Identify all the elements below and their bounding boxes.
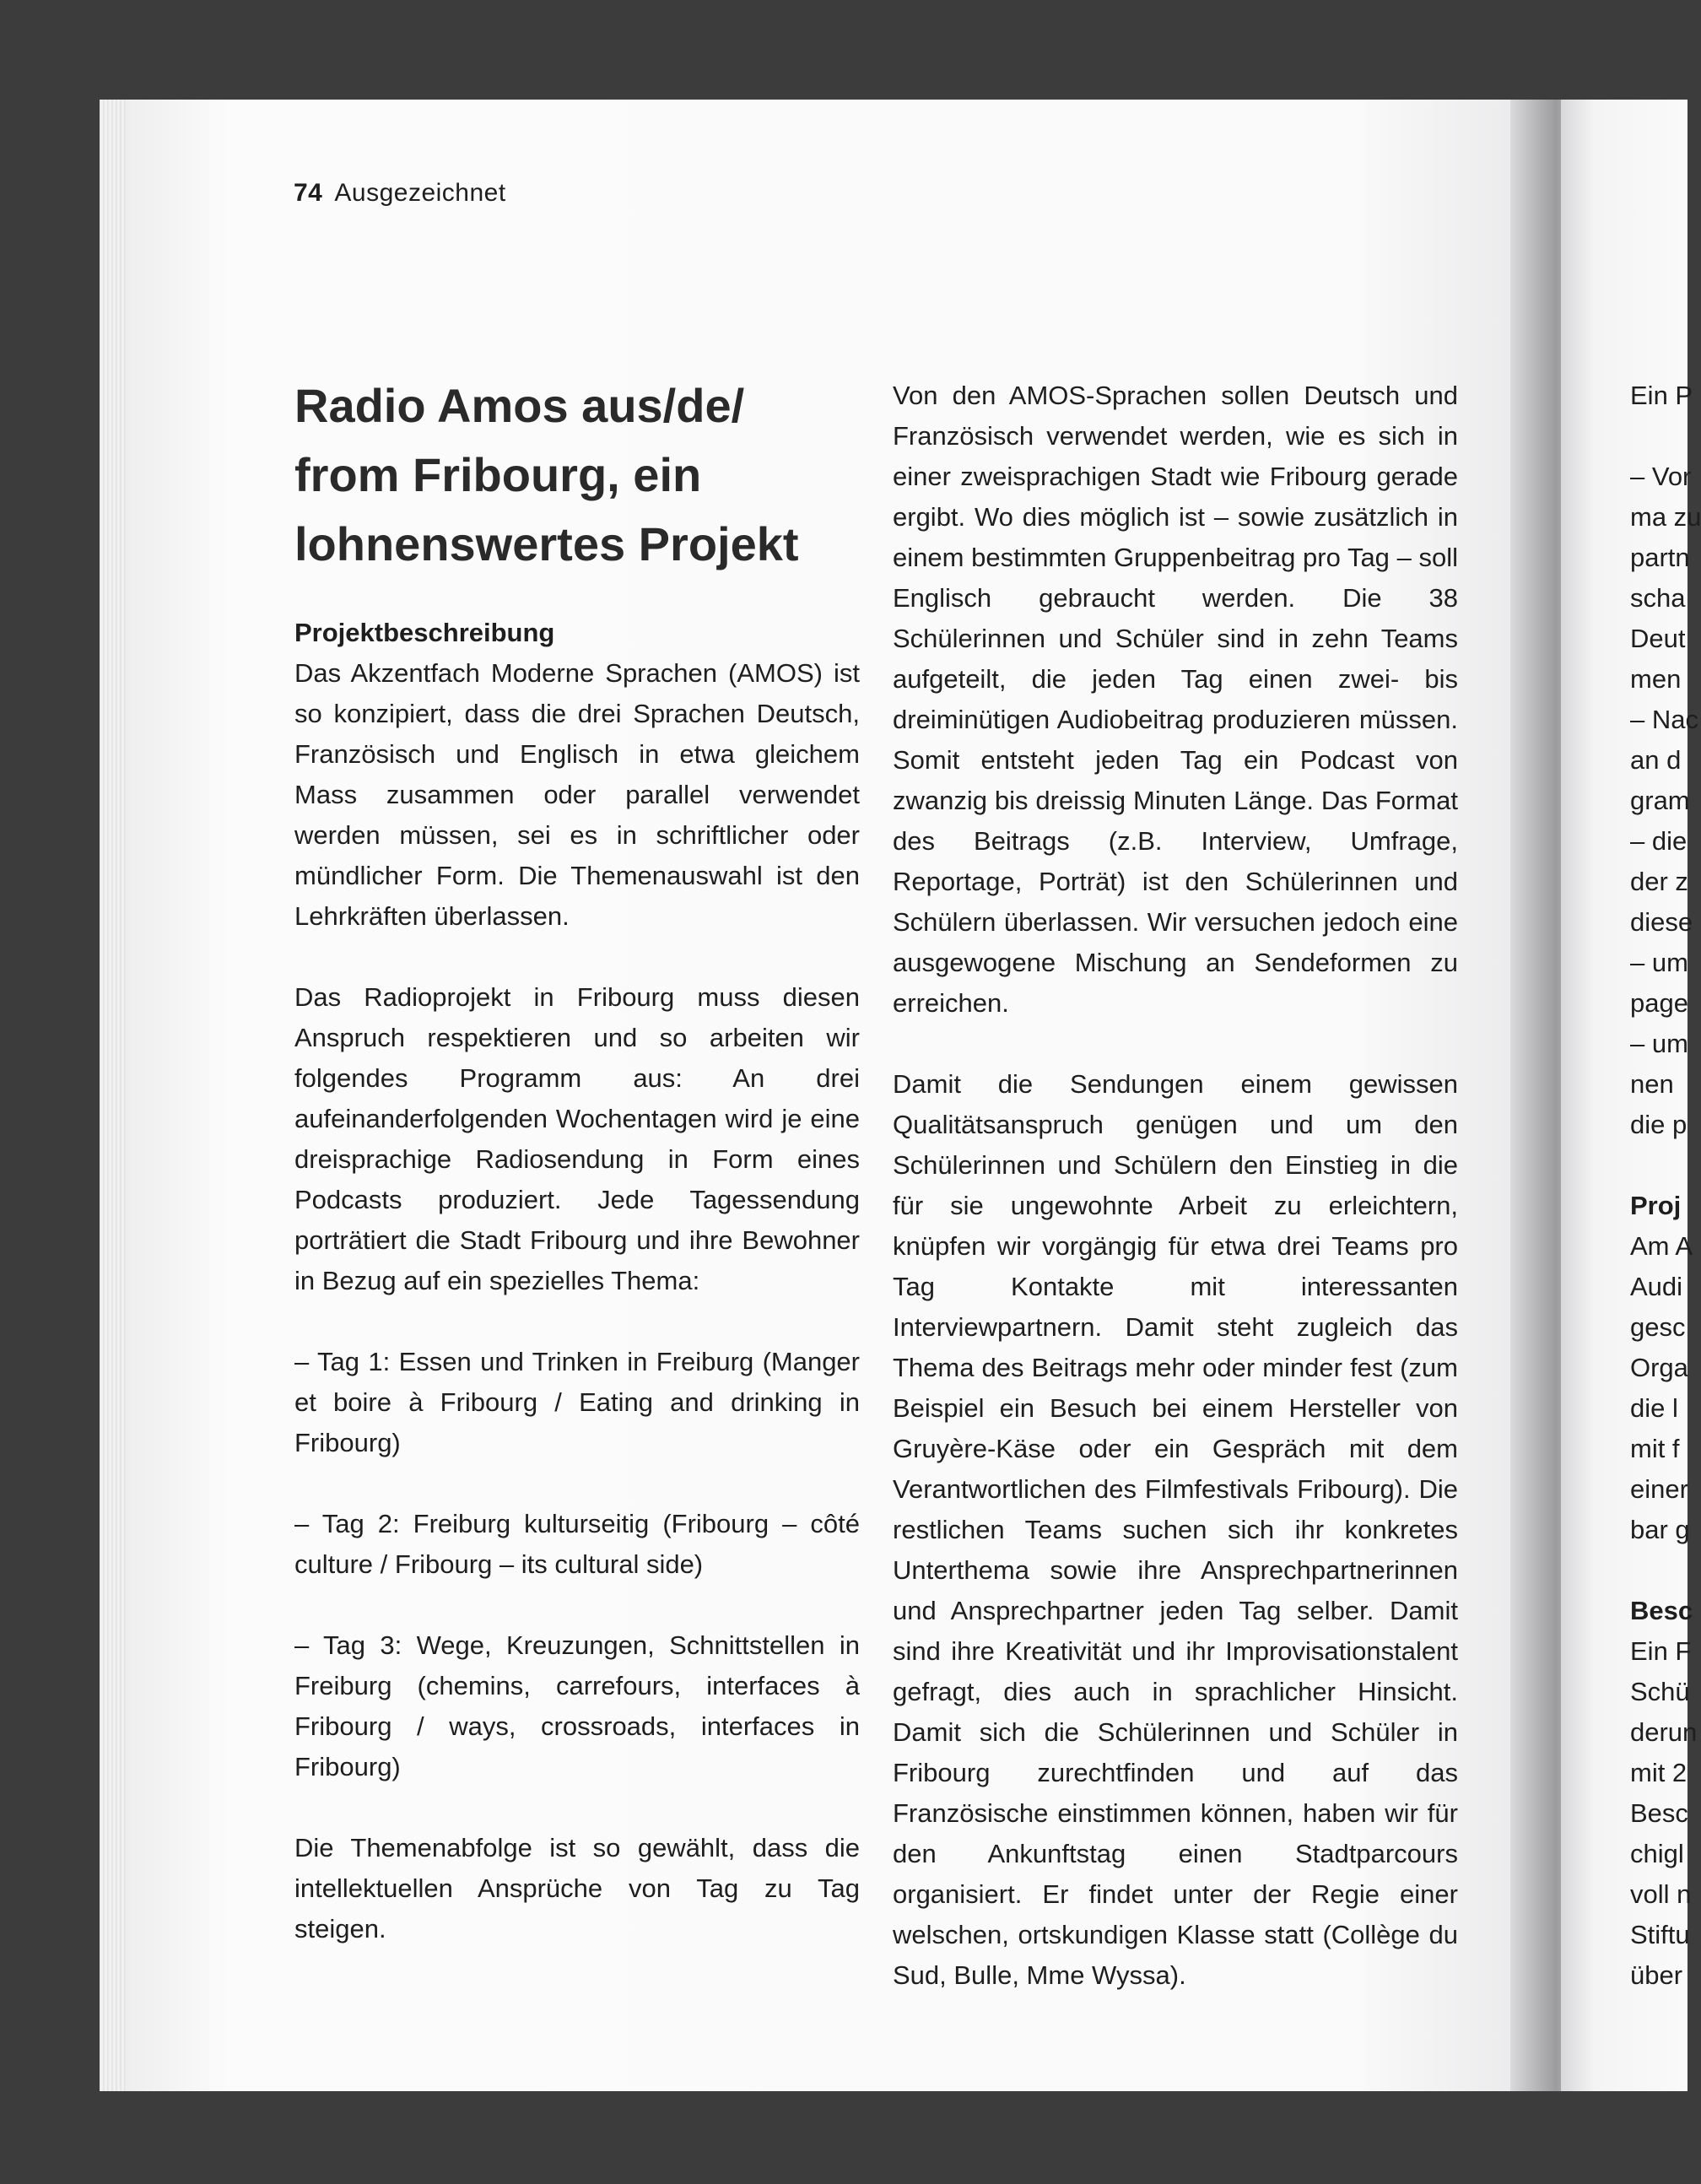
paragraph: Die Themenabfolge ist so gewählt, dass die intellektuellen Ansprüche von Tag zu Tag steigen. xyxy=(294,1833,860,1943)
next-page-line: – Vor xyxy=(1630,462,1692,491)
next-page-line: Besc xyxy=(1630,1798,1688,1828)
next-page-line: einer xyxy=(1630,1474,1688,1504)
article-title xyxy=(294,371,860,579)
next-page-line: gesc xyxy=(1630,1312,1686,1342)
next-page-line: mit f xyxy=(1630,1434,1680,1463)
right-column xyxy=(893,376,1458,1996)
paragraph: Das Akzentfach Moderne Sprachen (AMOS) ist so konzipiert, dass die drei Sprachen Deutsch, Französisch und Englisch in etwa gleichem Mass zusammen oder parallel verwendet werden müssen, sei es in schriftlicher oder mündlicher Form. Die Themenauswahl ist den Lehrkräften überlassen. xyxy=(294,658,860,931)
paragraph: Damit die Sendungen einem gewissen Qualitätsanspruch genügen und um den Schülerinnen und Schülern den Einstieg in die für sie ungewohnte Arbeit zu erleichtern, knüpfen wir vorgängig für etwa drei Teams pro Tag Kontakte mit interessanten Interviewpartnern. Damit steht zugleich das Thema des Beitrags mehr oder minder fest (zum Beispiel ein Besuch bei einem Hersteller von Gruyère-Käse oder ein Gespräch mit dem Verantwortlichen des Filmfestivals Fribourg). Die restlichen Teams suchen sich ihr konkretes Unterthema sowie ihre Ansprechpartnerinnen und Ansprechpartner jeden Tag selber. Damit sind ihre Kreativität und ihr Improvisationstalent gefragt, dies auch in sprachlicher Hinsicht. Damit sich die Schülerinnen und Schüler in Fribourg zurechtfinden und auf das Französische einstimmen können, haben wir für den Ankunftstag einen Stadtparcours organisiert. Er findet unter der Regie einer welschen, ortskundigen Klasse statt (Collège du Sud, Bulle, Mme Wyssa). xyxy=(893,1069,1458,1990)
next-page-line: – um xyxy=(1630,1029,1688,1058)
next-page-line xyxy=(1630,1550,1701,1591)
subheading: Projektbeschreibung xyxy=(294,618,555,647)
next-page-line: Schü xyxy=(1630,1677,1690,1706)
next-page-line: Audi xyxy=(1630,1272,1683,1301)
list-item: – Tag 2: Freiburg kulturseitig (Fribourg – côté culture / Fribourg – its cultural side) xyxy=(294,1509,860,1579)
next-page-line: – um xyxy=(1630,948,1688,977)
next-page-line: page xyxy=(1630,988,1688,1018)
next-page-line: Besc xyxy=(1630,1596,1693,1625)
next-page-line: – die xyxy=(1630,826,1688,856)
next-page-line: scha xyxy=(1630,583,1686,613)
title-line: lohnenswertes Projekt xyxy=(294,517,799,570)
title-line: Radio Amos aus/de/ xyxy=(294,379,745,432)
next-page-line: – Nac xyxy=(1630,705,1698,734)
next-page-line: men xyxy=(1630,664,1682,694)
next-page-line: diese xyxy=(1630,907,1693,937)
list-item: – Tag 1: Essen und Trinken in Freiburg (Manger et boire à Fribourg / Eating and drinking in Fribourg) xyxy=(294,1347,860,1457)
next-page-line: Proj xyxy=(1630,1191,1682,1220)
next-page-line: Am A xyxy=(1630,1231,1693,1261)
left-column xyxy=(294,371,860,1949)
running-head xyxy=(294,179,506,208)
next-page-line: nen xyxy=(1630,1069,1674,1099)
paragraph: Von den AMOS-Sprachen sollen Deutsch und Französisch verwendet werden, wie es sich in einer zweisprachigen Stadt wie Fribourg gerade ergibt. Wo dies möglich ist – sowie zusätzlich in einem bestimmten Gruppenbeitrag pro Tag – soll Englisch gebraucht werden. Die 38 Schülerinnen und Schüler sind in zehn Teams aufgeteilt, die jeden Tag einen zwei- bis dreiminütigen Audiobeitrag produzieren müssen. Somit entsteht jeden Tag ein Podcast von zwanzig bis dreissig Minuten Länge. Das Format des Beitrags (z.B. Interview, Umfrage, Reportage, Porträt) ist den Schülerinnen und Schülern überlassen. Wir versuchen jedoch eine ausgewogene Mischung an Sendeformen zu erreichen. xyxy=(893,381,1458,1018)
page-number: 74 xyxy=(294,179,323,207)
list-item: – Tag 3: Wege, Kreuzungen, Schnittstellen in Freiburg (chemins, carrefours, interfaces à Fribourg / ways, crossroads, interfaces in Fribourg) xyxy=(294,1630,860,1781)
next-page-line: die l xyxy=(1630,1393,1678,1423)
next-page-line: gram xyxy=(1630,786,1690,815)
next-page-line xyxy=(1630,1145,1701,1186)
title-line: from Fribourg, ein xyxy=(294,448,702,501)
next-page-column xyxy=(1630,376,1701,1996)
next-page-line: partn xyxy=(1630,543,1690,572)
section-title: Ausgezeichnet xyxy=(334,179,506,207)
next-page-line xyxy=(1630,416,1701,457)
next-page-line: mit 2 xyxy=(1630,1758,1688,1787)
next-page-line: ma zu xyxy=(1630,502,1701,532)
next-page-line: der z xyxy=(1630,867,1688,896)
next-page-line: derun xyxy=(1630,1717,1698,1747)
paragraph: Das Radioprojekt in Fribourg muss diesen Anspruch respektieren und so arbeiten wir folgendes Programm aus: An drei aufeinanderfolgenden Wochentagen wird je eine dreisprachige Radiosendung in Form eines Podcasts produziert. Jede Tagessendung porträtiert die Stadt Fribourg und ihre Bewohner in Bezug auf ein spezielles Thema: xyxy=(294,982,860,1295)
next-page-line: Ein F xyxy=(1630,1636,1692,1666)
next-page-line: voll n xyxy=(1630,1879,1692,1909)
next-page-line: Ein P xyxy=(1630,381,1693,410)
next-page-line: an d xyxy=(1630,745,1682,775)
next-page-line: über xyxy=(1630,1960,1683,1990)
next-page-line: Deut xyxy=(1630,624,1686,653)
next-page-line: Stiftu xyxy=(1630,1920,1690,1949)
next-page-line: die p xyxy=(1630,1110,1688,1139)
next-page-line: Orga xyxy=(1630,1353,1688,1382)
next-page-line: chigl xyxy=(1630,1839,1684,1868)
next-page-line: bar g xyxy=(1630,1515,1690,1544)
